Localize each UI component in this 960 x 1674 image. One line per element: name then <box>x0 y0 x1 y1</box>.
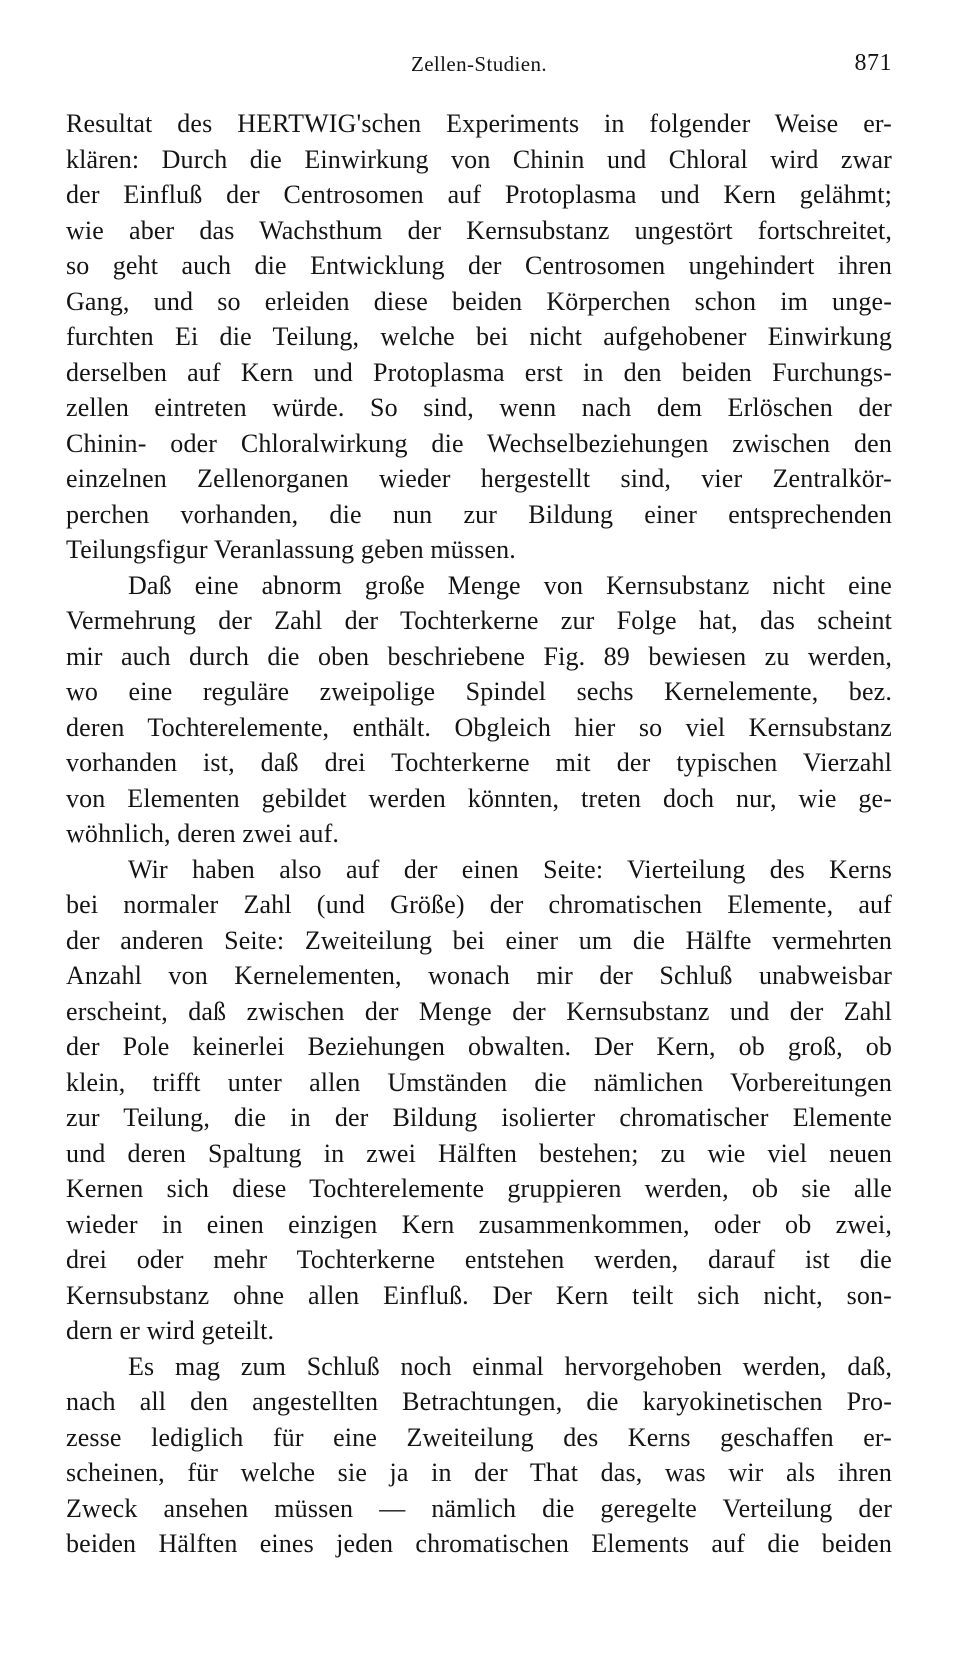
text-line: Daß eine abnorm große Menge von Kernsubstanz nicht eine <box>128 570 892 600</box>
text-line: derselben auf Kern und Protoplasma erst in den beiden Furchungs- <box>66 357 892 387</box>
text-line: der Pole keinerlei Beziehungen obwalten. Der Kern, ob groß, ob <box>66 1032 892 1061</box>
text-line: wie aber das Wachsthum der Kernsubstanz ungestört fortschreitet, <box>66 215 892 245</box>
text-line: Chinin- oder Chloralwirkung die Wechselbeziehungen zwischen den <box>66 428 892 458</box>
text-line: Gang, und so erleiden diese beiden Körperchen schon im unge- <box>66 286 892 316</box>
text-line: Zweck ansehen müssen — nämlich die geregelte Verteilung der <box>66 1493 892 1523</box>
text-line: nach all den angestellten Betrachtungen, die karyokinetischen Pro- <box>66 1387 892 1416</box>
text-line: Anzahl von Kernelementen, wonach mir der Schluß unabweisbar <box>66 961 892 990</box>
text-line: zellen eintreten würde. So sind, wenn nach dem Erlöschen der <box>66 393 892 422</box>
text-line: wieder in einen einzigen Kern zusammenkommen, oder ob zwei, <box>66 1209 892 1239</box>
text-line: Kernsubstanz ohne allen Einfluß. Der Kern teilt sich nicht, son- <box>66 1280 892 1310</box>
text-line: Wir haben also auf der einen Seite: Vierteilung des Kerns <box>128 854 892 884</box>
body-text <box>66 106 892 1562</box>
text-line: vorhanden ist, daß drei Tochterkerne mit der typischen Vierzahl <box>66 748 892 777</box>
text-line: Resultat des HERTWIG'schen Experiments in folgender Weise er- <box>66 109 892 138</box>
paragraph-2 <box>66 568 892 852</box>
text-line: Vermehrung der Zahl der Tochterkerne zur Folge hat, das scheint <box>66 606 892 635</box>
paragraph-4 <box>66 1349 892 1562</box>
text-line: zur Teilung, die in der Bildung isolierter chromatischer Elemente <box>66 1103 892 1132</box>
text-line: bei normaler Zahl (und Größe) der chromatischen Elemente, auf <box>66 890 892 919</box>
text-line: dern er wird geteilt. <box>66 1316 275 1345</box>
text-line: deren Tochterelemente, enthält. Obgleich hier so viel Kernsubstanz <box>66 712 892 742</box>
text-line: so geht auch die Entwicklung der Centrosomen ungehindert ihren <box>66 251 892 280</box>
text-line: einzelnen Zellenorganen wieder hergestellt sind, vier Zentralkör- <box>66 464 892 493</box>
text-line: der Einfluß der Centrosomen auf Protoplasma und Kern gelähmt; <box>66 180 892 209</box>
text-line: scheinen, für welche sie ja in der That das, was wir als ihren <box>66 1458 892 1487</box>
text-line: klären: Durch die Einwirkung von Chinin und Chloral wird zwar <box>66 144 892 174</box>
text-line: wo eine reguläre zweipolige Spindel sechs Kernelemente, bez. <box>66 677 892 706</box>
text-line: klein, trifft unter allen Umständen die nämlichen Vorbereitungen <box>66 1067 892 1097</box>
text-line: der anderen Seite: Zweiteilung bei einer um die Hälfte vermehrten <box>66 925 892 955</box>
text-line: Es mag zum Schluß noch einmal hervorgehoben werden, daß, <box>128 1351 892 1381</box>
paragraph-1 <box>66 106 892 568</box>
text-line: furchten Ei die Teilung, welche bei nicht aufgehobener Einwirkung <box>66 322 892 351</box>
text-line: erscheint, daß zwischen der Menge der Kernsubstanz und der Zahl <box>66 996 892 1026</box>
text-line: von Elementen gebildet werden könnten, treten doch nur, wie ge- <box>66 783 892 813</box>
text-line: wöhnlich, deren zwei auf. <box>66 819 340 848</box>
paragraph-3 <box>66 852 892 1349</box>
text-line: Teilungsfigur Veranlassung geben müssen. <box>66 535 516 564</box>
running-title: Zellen-Studien. <box>410 52 548 76</box>
text-line: beiden Hälften eines jeden chromatischen Elements auf die beiden <box>66 1529 892 1558</box>
text-line: mir auch durch die oben beschriebene Fig. 89 bewiesen zu werden, <box>66 641 892 671</box>
text-line: Kernen sich diese Tochterelemente gruppieren werden, ob sie alle <box>66 1174 892 1203</box>
text-line: perchen vorhanden, die nun zur Bildung einer entsprechenden <box>66 499 892 529</box>
text-line: drei oder mehr Tochterkerne entstehen werden, darauf ist die <box>66 1245 892 1274</box>
text-line: und deren Spaltung in zwei Hälften bestehen; zu wie viel neuen <box>66 1138 892 1168</box>
running-head <box>66 52 892 86</box>
text-line: zesse lediglich für eine Zweiteilung des Kerns geschaffen er- <box>66 1422 892 1452</box>
page-number: 871 <box>854 50 892 76</box>
